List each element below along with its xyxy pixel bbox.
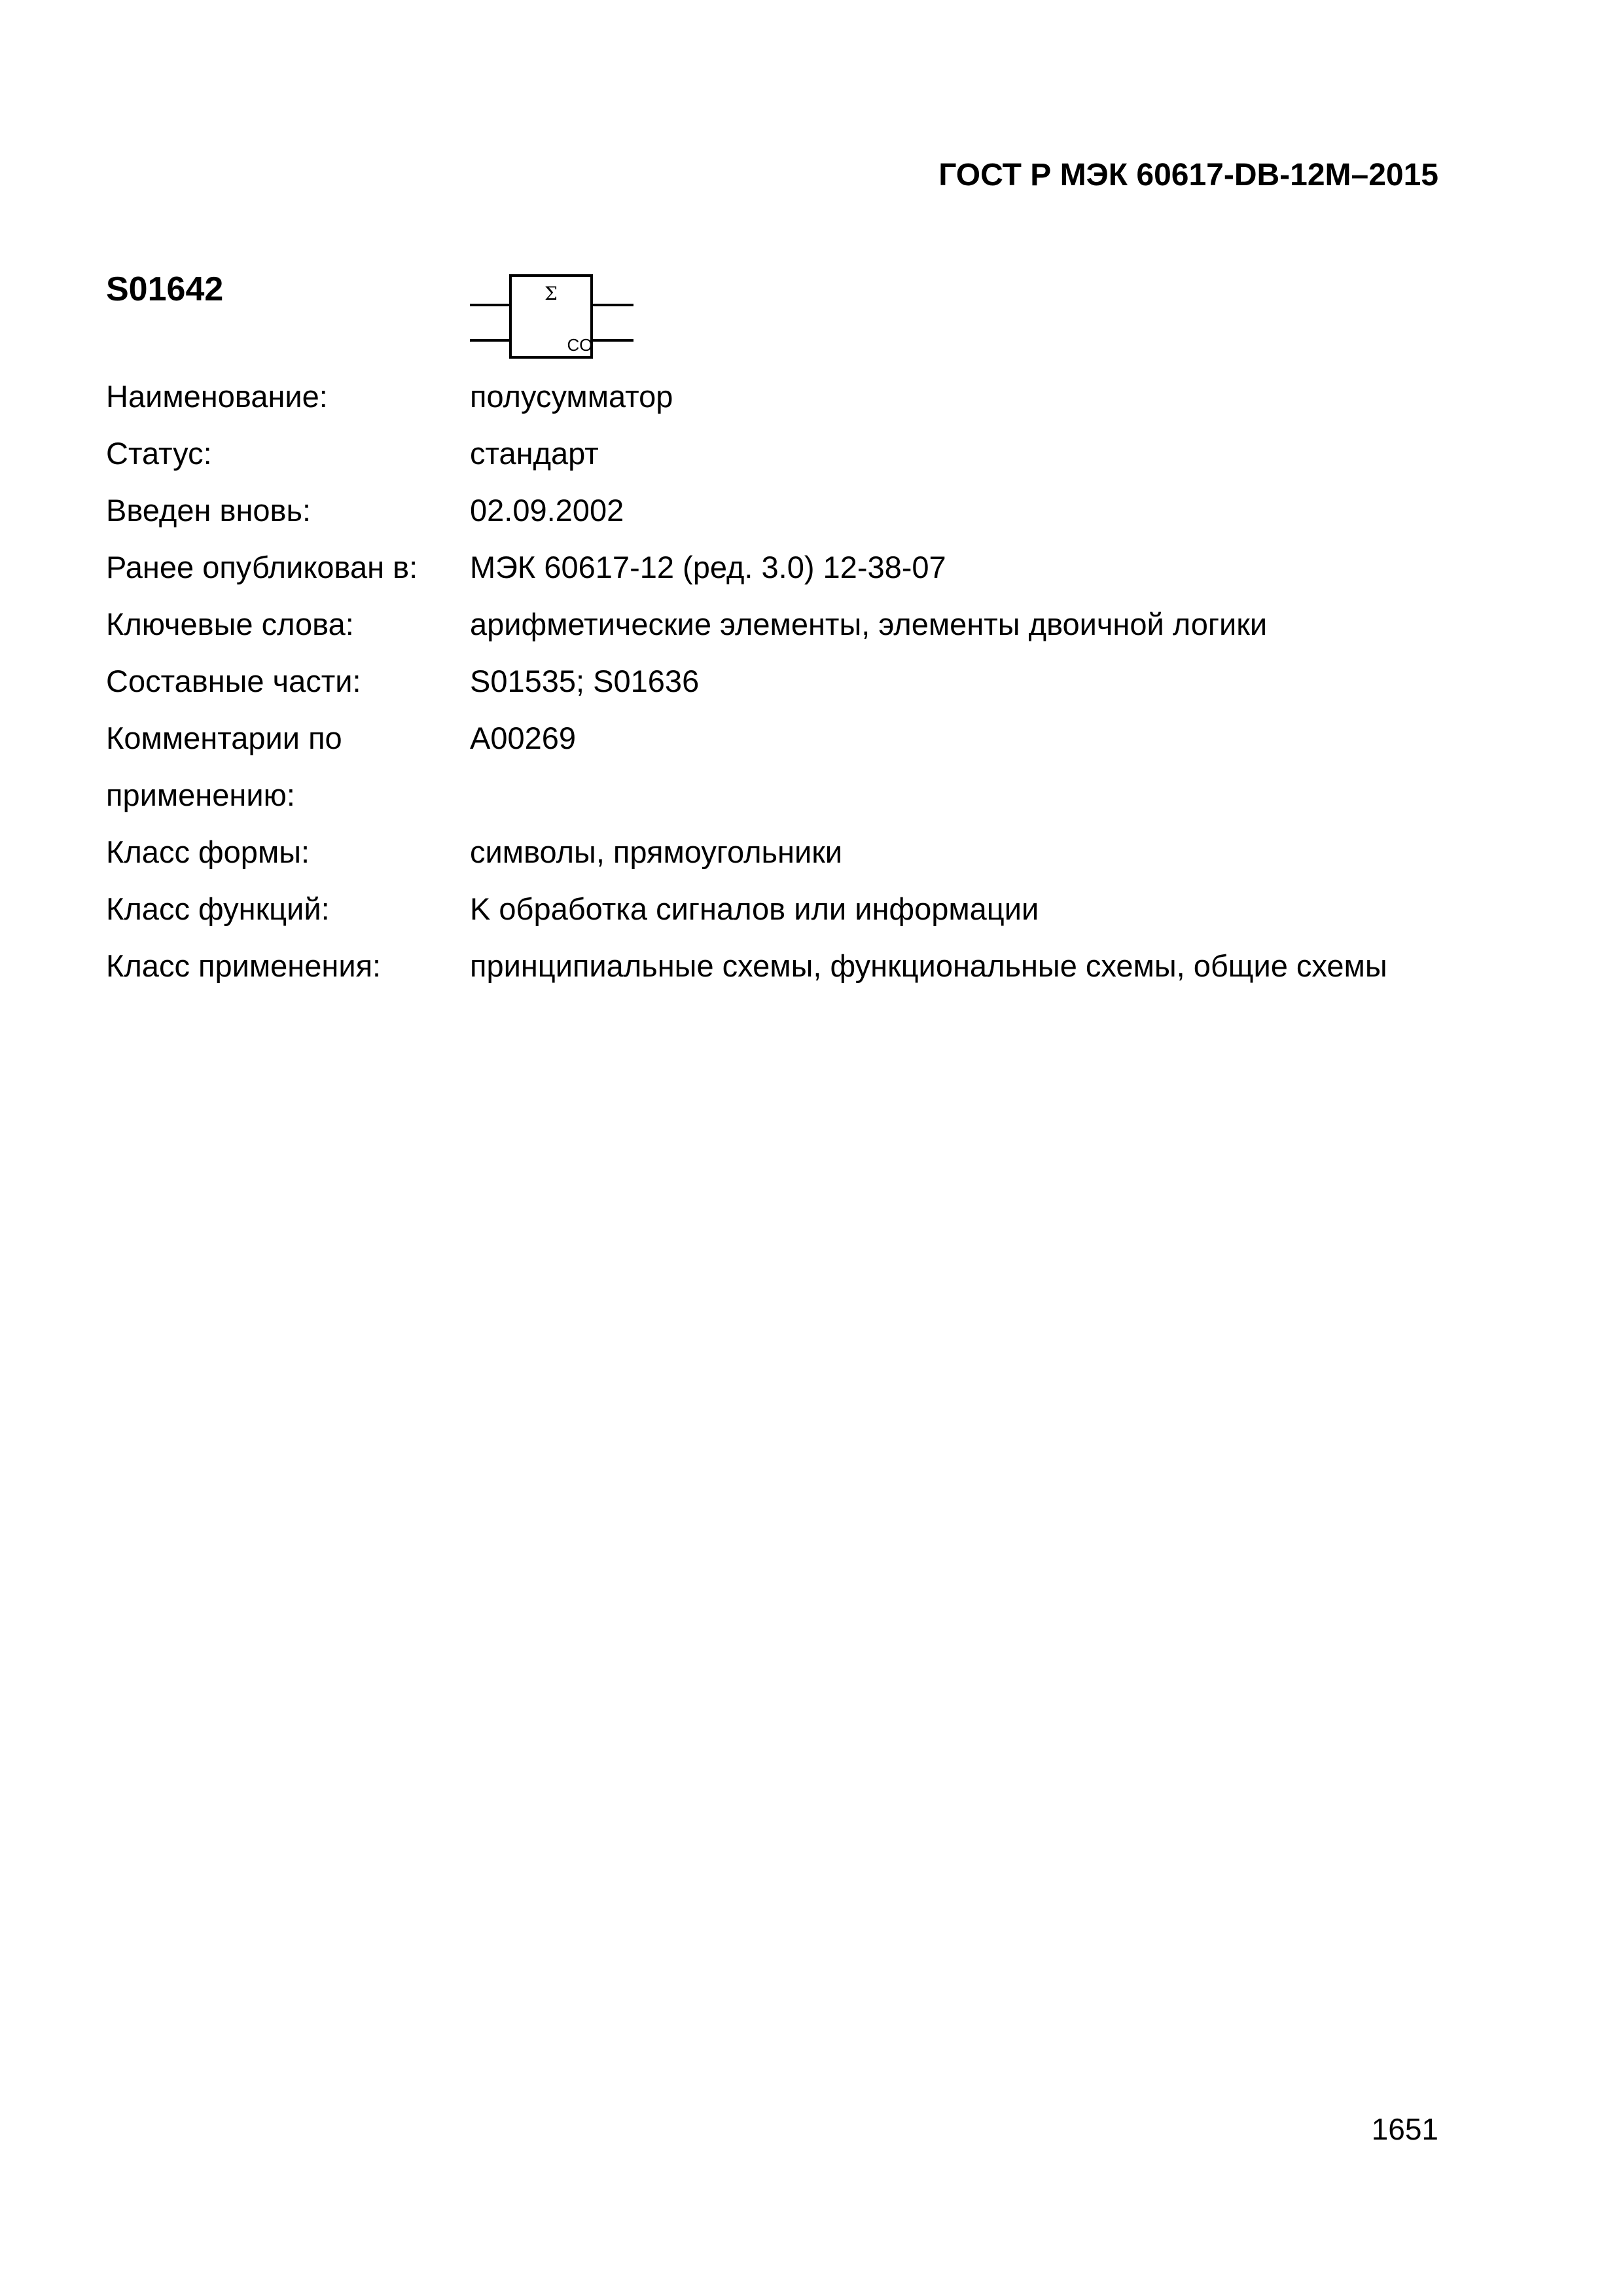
- property-value: полусумматор: [470, 379, 673, 414]
- property-row-introduced: [106, 482, 1526, 539]
- half-adder-symbol-svg: [470, 274, 640, 361]
- property-value: арифметические элементы, элементы двоичной логики: [470, 607, 1268, 641]
- properties-table: [106, 368, 1526, 994]
- property-label: Класс применения:: [106, 948, 382, 983]
- property-label: Ключевые слова:: [106, 607, 354, 641]
- property-label: Ранее опубликован в:: [106, 550, 418, 584]
- property-value: [470, 766, 1526, 823]
- property-value: принципиальные схемы, функциональные схемы, общие схемы: [470, 948, 1387, 983]
- property-row-keywords: [106, 596, 1526, 653]
- property-row-components: [106, 653, 1526, 709]
- property-value: стандарт: [470, 436, 599, 471]
- property-row-application-class: [106, 937, 1526, 994]
- sigma-label: Σ: [544, 283, 558, 304]
- property-row-status: [106, 425, 1526, 482]
- property-label: Класс формы:: [106, 834, 310, 869]
- property-value: K обработка сигналов или информации: [470, 891, 1039, 926]
- half-adder-symbol: [470, 274, 640, 361]
- property-value: A00269: [470, 721, 577, 755]
- property-row-shape-class: [106, 823, 1526, 880]
- symbol-id: S01642: [106, 270, 224, 308]
- property-label: Класс функций:: [106, 891, 330, 926]
- property-value: МЭК 60617-12 (ред. 3.0) 12-38-07: [470, 550, 946, 584]
- property-value: символы, прямоугольники: [470, 834, 843, 869]
- property-row-application-notes-continued: [106, 766, 1526, 823]
- page-number: 1651: [1371, 2112, 1438, 2146]
- carry-out-label: CO: [567, 335, 593, 355]
- property-row-name: [106, 368, 1526, 425]
- property-row-published-in: [106, 539, 1526, 596]
- property-label: Наименование:: [106, 379, 328, 414]
- document-standard-header: ГОСТ Р МЭК 60617-DB-12M–2015: [938, 158, 1438, 192]
- property-label: применению:: [106, 778, 295, 812]
- property-label: Введен вновь:: [106, 493, 312, 528]
- property-value: S01535; S01636: [470, 664, 700, 698]
- property-label: Комментарии по: [106, 721, 342, 755]
- property-label: Составные части:: [106, 664, 361, 698]
- property-label: Статус:: [106, 436, 212, 471]
- property-row-application-notes: [106, 709, 1526, 766]
- property-row-function-class: [106, 880, 1526, 937]
- property-value: 02.09.2002: [470, 493, 624, 528]
